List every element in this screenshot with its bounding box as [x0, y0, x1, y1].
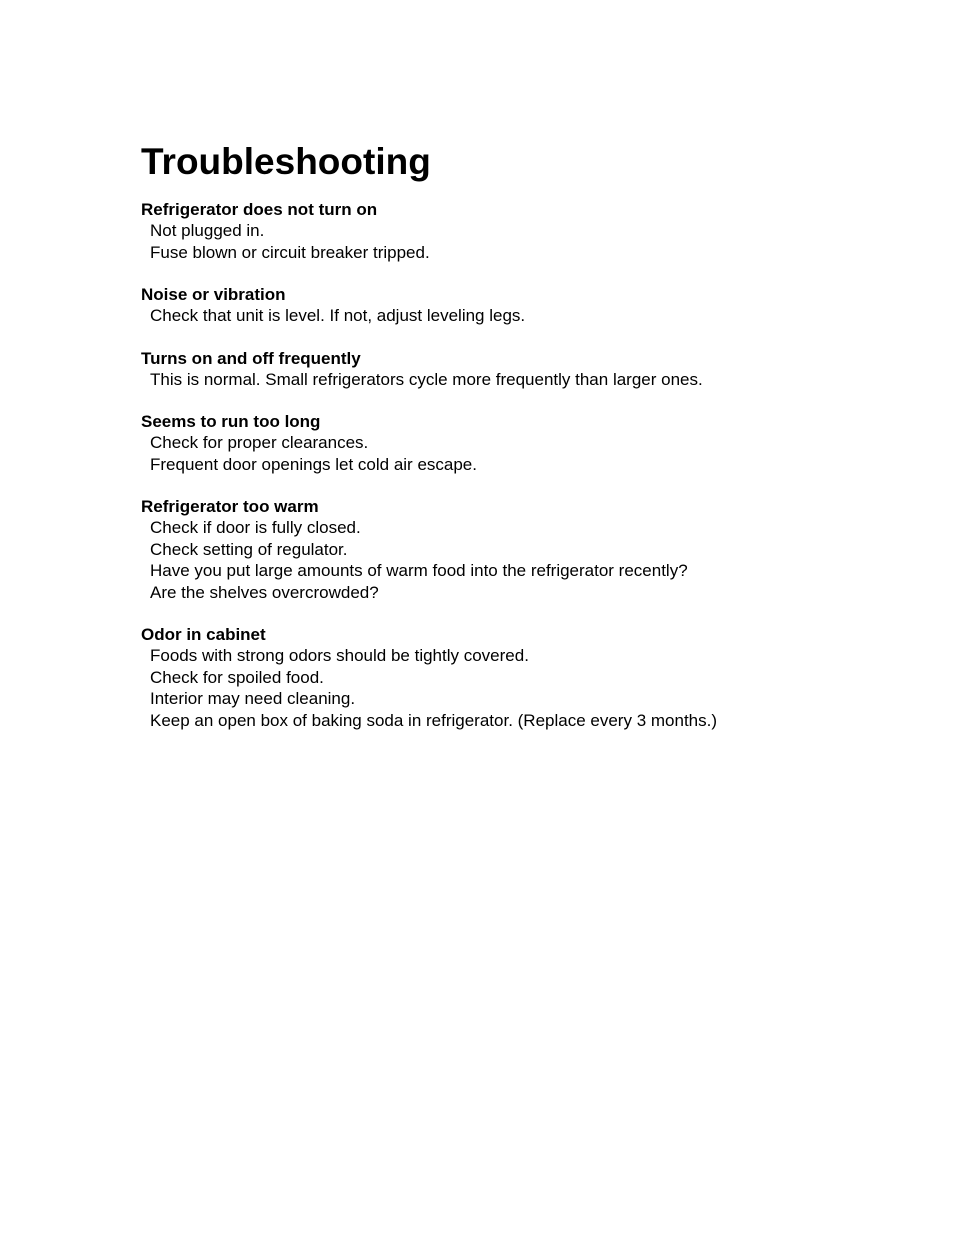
- section-line: Interior may need cleaning.: [150, 689, 356, 708]
- section-heading: Turns on and off frequently: [141, 348, 361, 368]
- section-odor: [141, 624, 921, 731]
- section-not-turn-on: [141, 199, 921, 263]
- section-heading: Seems to run too long: [141, 412, 321, 431]
- section-line: Check that unit is level. If not, adjust leveling legs.: [150, 306, 526, 325]
- section-line: Check for spoiled food.: [150, 667, 324, 687]
- section-line: Frequent door openings let cold air escape.: [150, 454, 477, 474]
- section-turns-on-off: [141, 348, 921, 391]
- section-line: Not plugged in.: [150, 221, 265, 240]
- section-runs-too-long: [141, 411, 921, 475]
- section-line: Are the shelves overcrowded?: [150, 582, 379, 602]
- section-line: Check setting of regulator.: [150, 539, 348, 559]
- section-too-warm: [141, 496, 921, 603]
- section-heading: Refrigerator does not turn on: [141, 200, 378, 219]
- page-title: Troubleshooting: [141, 141, 431, 182]
- section-noise-vibration: [141, 284, 921, 327]
- section-heading: Refrigerator too warm: [141, 497, 319, 516]
- section-line: Have you put large amounts of warm food into the refrigerator recently?: [150, 561, 688, 580]
- section-line: Check if door is fully closed.: [150, 518, 361, 537]
- section-line: Fuse blown or circuit breaker tripped.: [150, 242, 430, 262]
- section-line: Keep an open box of baking soda in refrigerator. (Replace every 3 months.): [150, 710, 718, 730]
- section-line: Foods with strong odors should be tightly covered.: [150, 646, 529, 665]
- section-heading: Odor in cabinet: [141, 625, 266, 644]
- section-line: Check for proper clearances.: [150, 433, 369, 452]
- document-page: [141, 140, 921, 752]
- section-line: This is normal. Small refrigerators cycle more frequently than larger ones.: [150, 369, 703, 389]
- section-heading: Noise or vibration: [141, 285, 286, 304]
